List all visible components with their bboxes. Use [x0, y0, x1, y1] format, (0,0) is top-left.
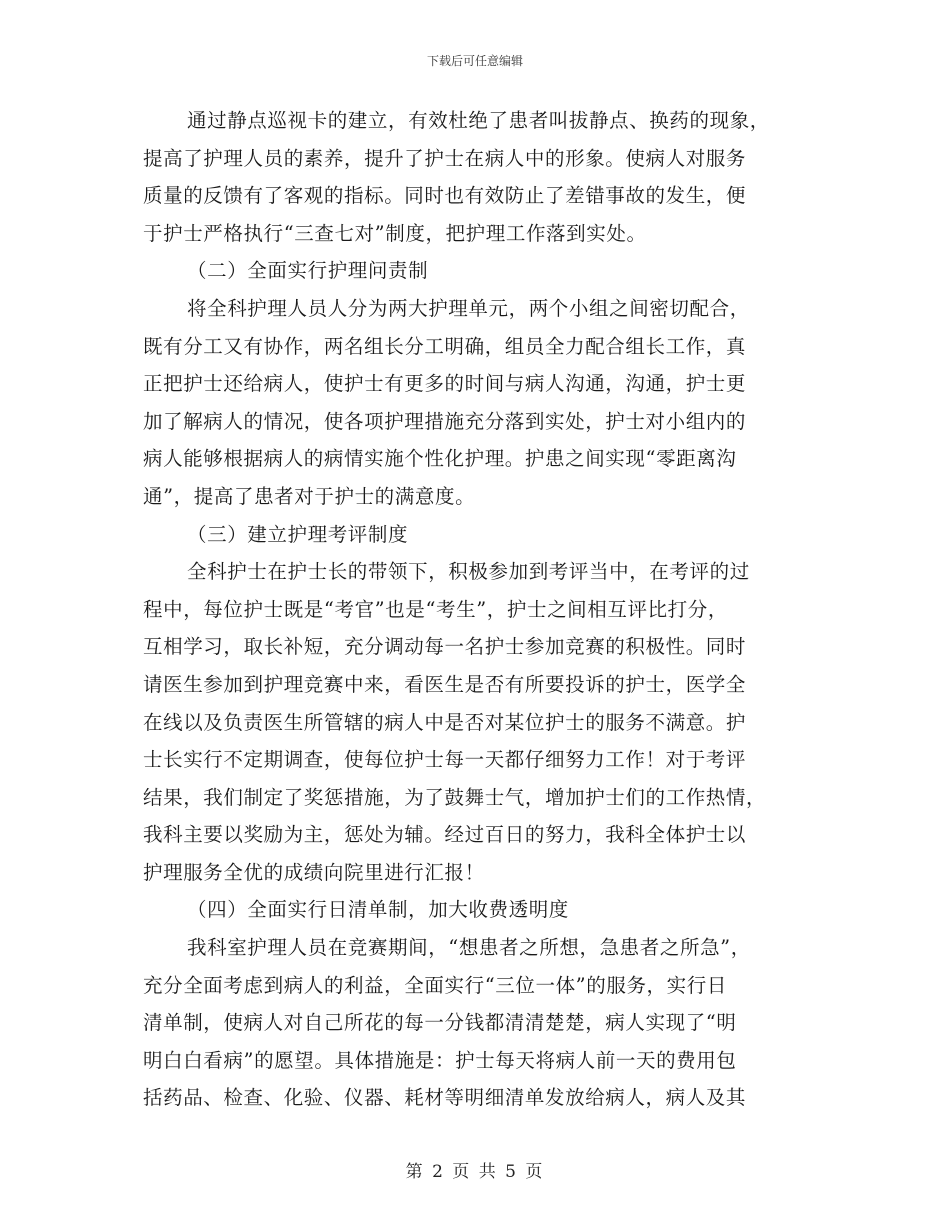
paragraph-line: 质量的反馈有了客观的指标。同时也有效防止了差错事故的发生，便	[143, 184, 747, 208]
paragraph-line: 提高了护理人员的素养，提升了护士在病人中的形象。使病人对服务	[143, 146, 747, 170]
paragraph-line: 括药品、检查、化验、仪器、耗材等明细清单发放给病人，病人及其	[143, 1086, 747, 1110]
paragraph-line: 病人能够根据病人的病情实施个性化护理。护患之间实现“零距离沟	[143, 447, 737, 471]
paragraph-line: 将全科护理人员人分为两大护理单元，两个小组之间密切配合，	[187, 296, 750, 320]
page-header: 下载后可任意编辑	[426, 54, 523, 68]
paragraph-line: 明白白看病”的愿望。具体措施是：护士每天将病人前一天的费用包	[143, 1048, 737, 1072]
document-body	[143, 102, 808, 1117]
paragraph-line: 正把护士还给病人，使护士有更多的时间与病人沟通，沟通，护士更	[143, 372, 747, 396]
paragraph-line: 加了解病人的情况，使各项护理措施充分落到实处，护士对小组内的	[143, 409, 747, 433]
paragraph-line: 清单制，使病人对自己所花的每一分钱都清清楚楚，病人实现了“明	[143, 1011, 737, 1035]
paragraph-line: 充分全面考虑到病人的利益，全面实行“三位一体”的服务，实行日	[143, 973, 727, 997]
paragraph-line: 我科主要以奖励为主，惩处为辅。经过百日的努力，我科全体护士以	[143, 823, 747, 847]
paragraph-line: 通”，提高了患者对于护士的满意度。	[143, 484, 476, 508]
paragraph-line: 护理服务全优的成绩向院里进行汇报！	[143, 860, 485, 884]
paragraph-line: 通过静点巡视卡的建立，有效杜绝了患者叫拔静点、换药的现象，	[187, 109, 770, 132]
paragraph-line: 既有分工又有协作，两名组长分工明确，组员全力配合组长工作，真	[143, 334, 747, 358]
paragraph-line: 在线以及负责医生所管辖的病人中是否对某位护士的服务不满意。护	[143, 710, 747, 734]
paragraph-line: 程中，每位护士既是“考官”也是“考生”，护士之间相互评比打分，	[143, 597, 728, 621]
paragraph-line: 请医生参加到护理竞赛中来，看医生是否有所要投诉的护士，医学全	[143, 672, 747, 696]
page-number-footer: 第 2 页 共 5 页	[405, 1162, 545, 1182]
paragraph-line: 于护士严格执行“三查七对”制度，把护理工作落到实处。	[143, 221, 647, 245]
section-heading: （二）全面实行护理问责制	[187, 259, 429, 283]
paragraph-line: 士长实行不定期调查，使每位护士每一天都仔细努力工作！对于考评	[143, 748, 747, 772]
paragraph-line: 全科护士在护士长的带领下，积极参加到考评当中，在考评的过	[187, 560, 750, 584]
section-heading: （四）全面实行日清单制，加大收费透明度	[187, 898, 569, 922]
section-heading: （三）建立护理考评制度	[187, 522, 409, 546]
paragraph-line: 我科室护理人员在竞赛期间，“想患者之所想，急患者之所急”，	[187, 936, 751, 960]
paragraph-line: 互相学习，取长补短，充分调动每一名护士参加竞赛的积极性。同时	[143, 635, 747, 659]
paragraph-line: 结果，我们制定了奖惩措施，为了鼓舞士气，增加护士们的工作热情，	[143, 785, 767, 809]
